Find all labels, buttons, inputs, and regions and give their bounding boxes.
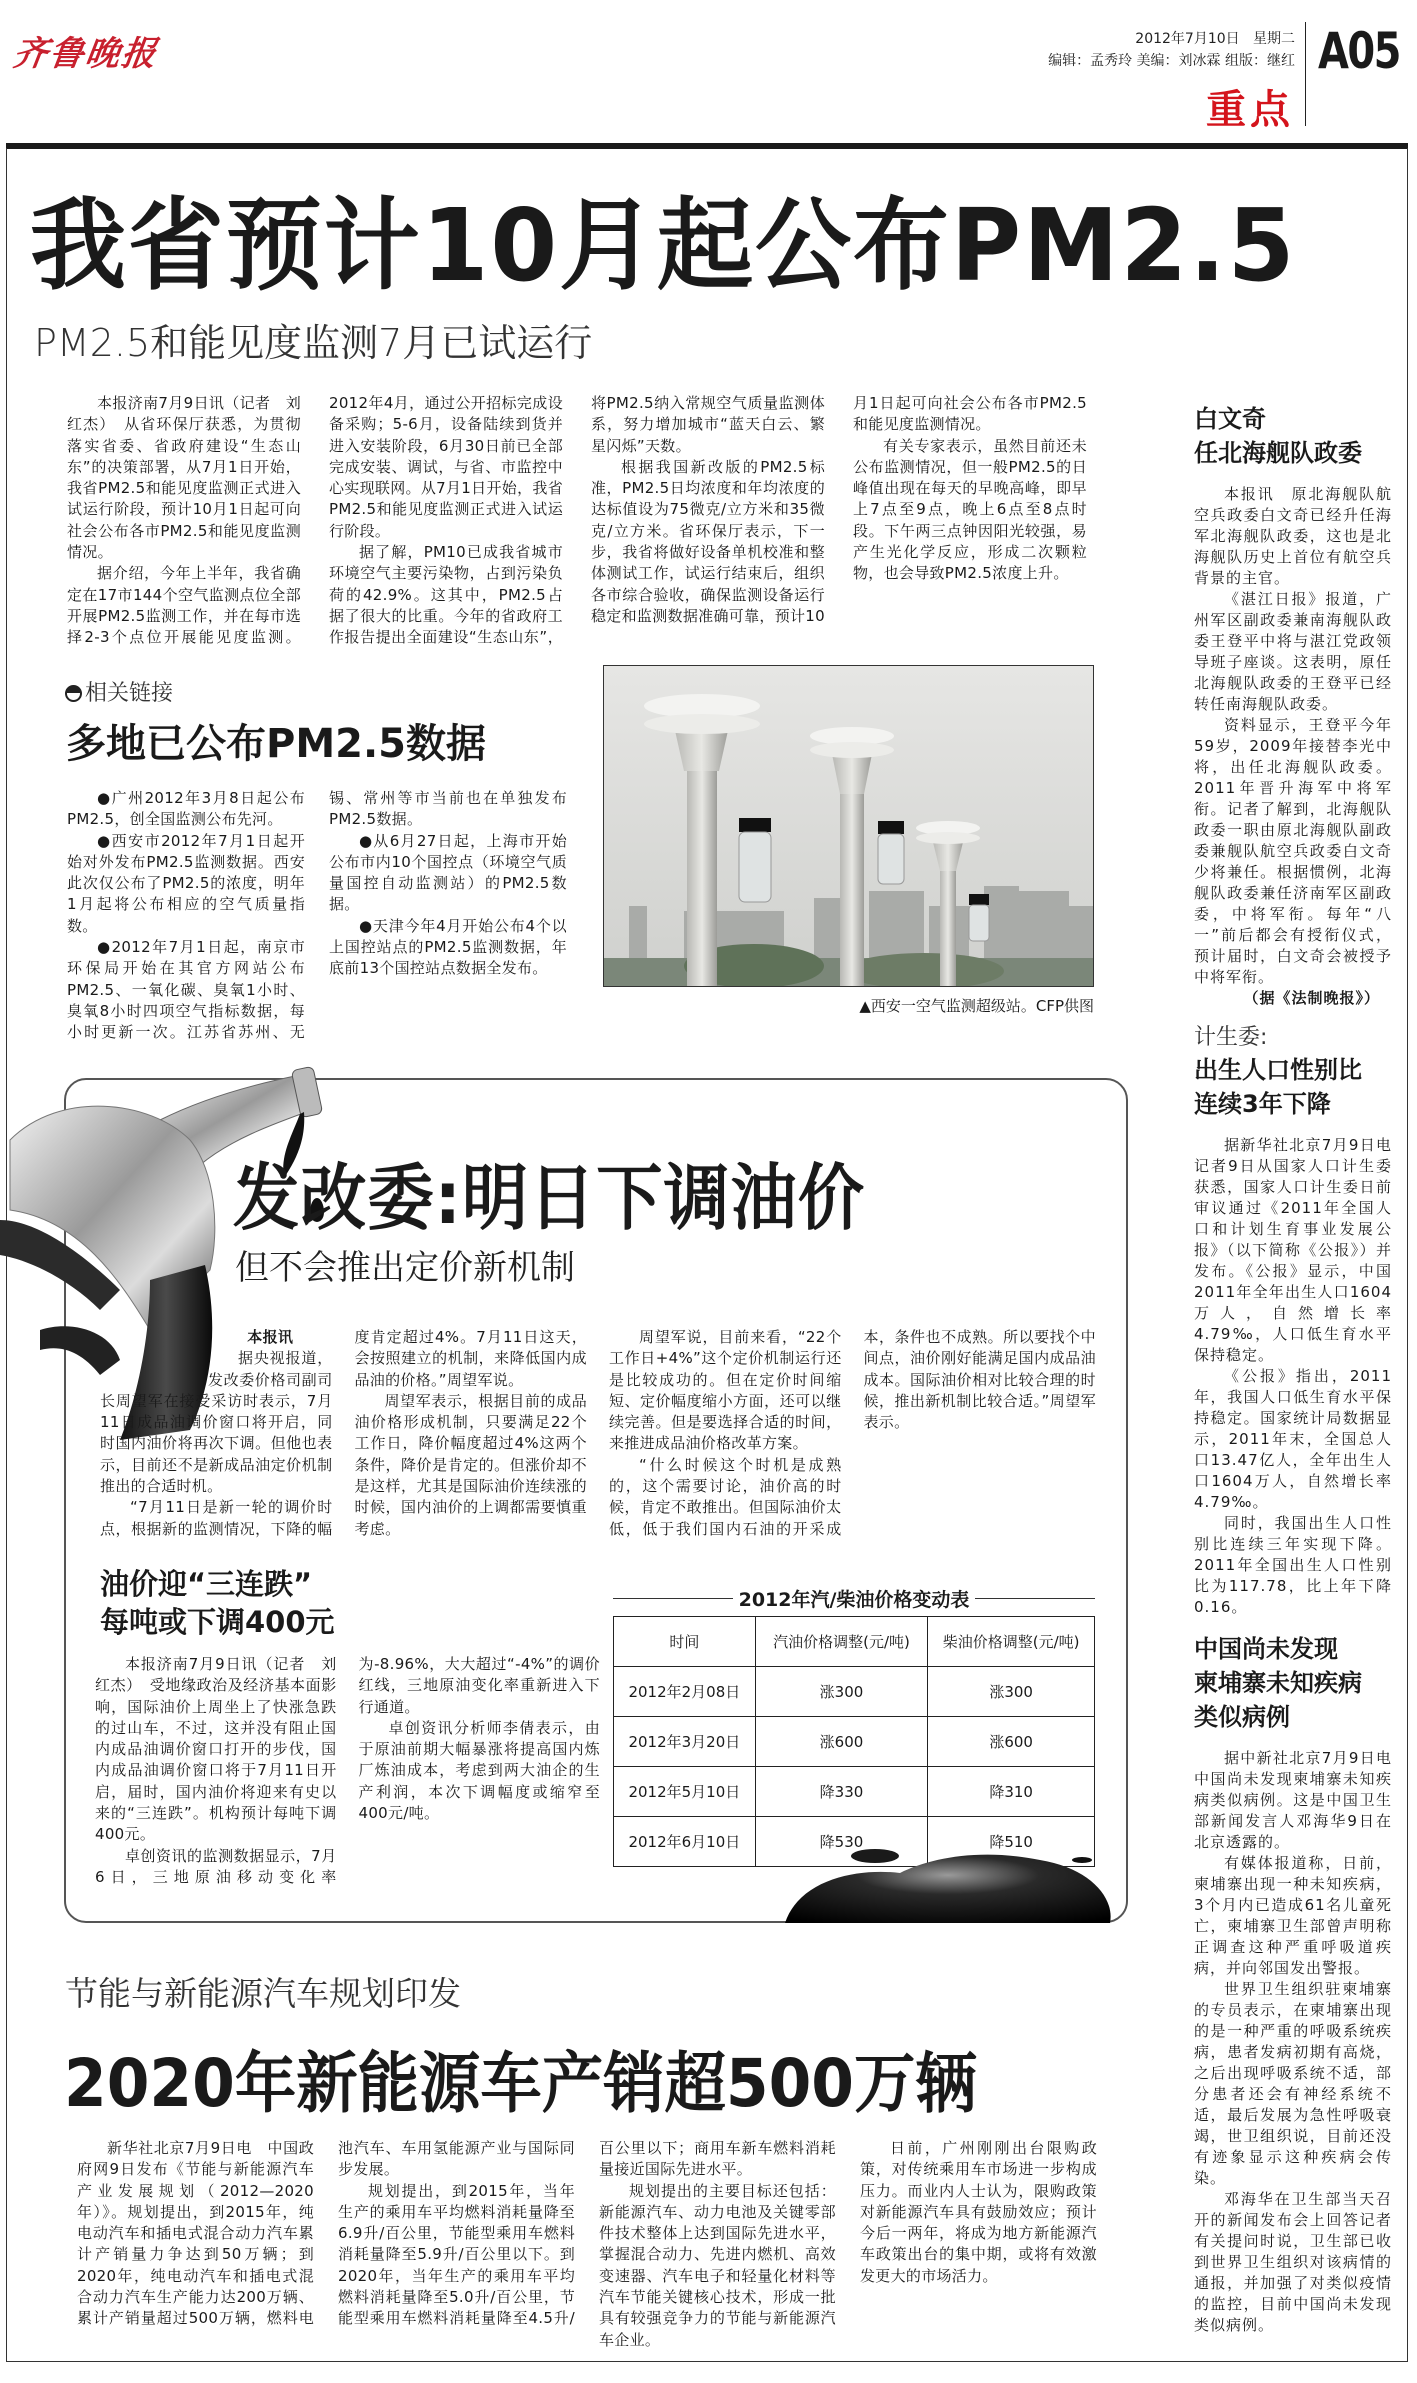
paragraph: 本报济南7月9日讯（记者 刘红杰） 受地缘政治及经济基本面影响，国际油价上周坐上了快涨急跌的过山车，不过，这并没有阻止国内成品油调价窗口打开的步伐，国内成品油调价窗口将于7月11日开启，届时，国内油价将迎来有史以来的“三连跌”。机构预计每吨下调400元。 <box>95 1655 337 1844</box>
paragraph: 新华社北京7月9日电 中国政府网9日发布《节能与新能源汽车产业发展规划（2012—2020年）》。规划提出，到2015年，纯电动汽车和插电式混合动力汽车累计产销量力争达到50万辆；到2020年，纯电动汽车和插电式混合动力汽车生产能力达200万辆、累计产销量超过500万辆，燃料电池汽车、车用氢能源产业与国际同步发展。 <box>77 2139 575 2328</box>
auto-kicker: 节能与新能源汽车规划印发 <box>65 1974 461 2013</box>
table-cell: 涨600 <box>755 1717 928 1767</box>
lead-article-body <box>67 393 1087 651</box>
paragraph: 据央视报道，发改委价格司副司长周望军在接受采访时表示，7月11日成品油调价窗口将开启，同时国内油价将再次下调。但他也表示，目前还不是新成品油定价机制推出的合适时机。 <box>100 1349 333 1496</box>
paragraph: 根据我国新改版的PM2.5标准，PM2.5日均浓度和年均浓度的达标值设为75微克/立方米和35微克/立方米。省环保厅表示，下一步，我省将做好设备单机校准和整体测试工作，试运行结束后，组织各市综合验收，确保监测设备运行稳定和监测数据准确可靠，预计10月1日起可向社会公布各市PM2.5和能见度监测情况。 <box>591 394 1087 625</box>
paragraph: 据介绍，今年上半年，我省确定在17市144个空气监测点位全部开展PM2.5监测工作，并在每市选择2-3个点位开展能见度监测。2012年4月，通过公开招标完成设备采购；5-6月，设备陆续到货并进入安装阶段，6月30日前已全部完成安装、调试，与省、市监控中心实现联网。从7月1日开始，我省PM2.5和能见度监测正式进入试运行阶段。 <box>67 394 563 647</box>
right-sidebar <box>1194 402 1409 2350</box>
table-cell: 涨300 <box>755 1667 928 1717</box>
paragraph: 有关专家表示，虽然目前还未公布监测情况，但一般PM2.5的日峰值出现在每天的早晚高峰，即早上7点至9点，晚上6点至8点时段。下午两三点钟因阳光较强，易产生光化学反应，形成二次颗粒物，也会导致PM2.5浓度上升。 <box>853 436 1087 583</box>
table-cell: 降330 <box>755 1767 928 1817</box>
paragraph: 有媒体报道称，日前，柬埔寨出现一种未知疾病，3个月内已造成61名儿童死亡，柬埔寨卫生部曾声明称正调查这种严重呼吸道疾病，并向邻国发出警报。 <box>1194 1854 1392 1977</box>
photo-caption: ▲西安一空气监测超级站。CFP供图 <box>859 997 1094 1015</box>
table-row <box>614 1717 1095 1767</box>
auto-headline: 2020年新能源车产销超500万辆 <box>64 2045 977 2122</box>
editor-credits: 编辑：孟秀玲 美编：刘冰霖 组版：继红 <box>1048 53 1295 69</box>
table-cell: 2012年2月08日 <box>614 1667 756 1717</box>
paragraph: 规划提出，到2015年，当年生产的乘用车平均燃料消耗量降至6.9升/百公里，节能型乘用车燃料消耗量降至5.9升/百公里以下。到2020年，当年生产的乘用车平均燃料消耗量降至5.0升/百公里，节能型乘用车燃料消耗量降至4.5升/百公里以下；商用车新车燃料消耗量接近国际先进水平。 <box>338 2139 836 2328</box>
table-cell: 降510 <box>928 1817 1095 1867</box>
sidebar-headline <box>1194 1632 1392 1734</box>
table-cell: 降530 <box>755 1817 928 1867</box>
headline-line: 柬埔寨未知疾病 <box>1194 1669 1362 1697</box>
paragraph: 《公报》指出，2011年，我国人口低生育水平保持稳定。国家统计局数据显示，2011年末，全国总人口13.47亿人，全年出生人口1604万人，自然增长率4.79‰。 <box>1194 1367 1392 1511</box>
paragraph: 本报讯 原北海舰队航空兵政委白文奇已经升任海军北海舰队政委，这也是北海舰队历史上首位有航空兵背景的主官。 <box>1194 485 1392 587</box>
newspaper-logo: 齐鲁晚报 <box>10 34 161 74</box>
headline-line: 每吨或下调400元 <box>100 1605 335 1639</box>
paragraph: 《湛江日报》报道，广州军区副政委兼南海舰队政委王登平中将与湛江党政领导班子座谈。这表明，原任北海舰队政委的王登平已经转任南海舰队政委。 <box>1194 590 1392 713</box>
headline-line: 中国尚未发现 <box>1194 1635 1338 1663</box>
column-header: 时间 <box>614 1617 756 1667</box>
paragraph: 据了解，PM10已成我省城市环境空气主要污染物，占到污染负荷的42.9%。这其中，PM2.5占据了很大的比重。今年的省政府工作报告提出全面建设“生态山东”，将PM2.5纳入常规空气质量监测体系，努力增加城市“蓝天白云、繁星闪烁”天数。 <box>329 394 825 647</box>
paragraph: 邓海华在卫生部当天召开的新闻发布会上回答记者有关提问时说，卫生部已收到世界卫生组织对该病情的通报，并加强了对类似疫情的监控，目前中国尚未发现类似病例。 <box>1194 2190 1392 2334</box>
paragraph: 规划提出的主要目标还包括：新能源汽车、动力电池及关键零部件技术整体上达到国际先进水平，掌握混合动力、先进内燃机、高效变速器、汽车电子和轻量化材料等汽车节能关键核心技术，形成一批具有较强竞争力的节能与新能源汽车企业。 <box>599 2181 836 2349</box>
sidebar-body <box>1194 1748 1409 2336</box>
list-item: ●广州2012年3月8日起公布PM2.5，创全国监测公布先河。 <box>67 789 305 829</box>
paragraph: “什么时候这个时机是成熟的，这个需要讨论，油价高的时候，肯定不敢推出。但国际油价太低，低于我们国内石油的开采成本，条件也不成熟。所以要找个中间点，油价刚好能满足国内成品油成本。国际油价相对比较合理的时候，推出新机制比较合适。”周望军表示。 <box>609 1328 1096 1538</box>
headline-line: 连续3年下降 <box>1194 1090 1331 1118</box>
table-cell: 2012年6月10日 <box>614 1817 756 1867</box>
table-cell: 降310 <box>928 1767 1095 1817</box>
paragraph: 卓创资讯分析师李倩表示，由于原油前期大幅暴涨将提高国内炼厂炼油成本，考虑到两大油企的生产利润，本次下调幅度或缩窄至400元/吨。 <box>358 1718 600 1823</box>
list-item: ●天津今年4月开始公布4个以上国控站点的PM2.5监测数据，年底前13个国控站点数据全发布。 <box>329 916 567 978</box>
table-row <box>614 1767 1095 1817</box>
list-item: ●2012年7月1日起，南京市环保局开始在其官方网站公布PM2.5、一氧化碳、臭氧1小时、臭氧8小时四项空气指标数据，每小时更新一次。江苏省苏州、无锡、常州等市当前也在单独发布PM2.5数据。 <box>67 789 567 1042</box>
headline-line: 白文奇 <box>1194 405 1266 433</box>
divider <box>613 1598 733 1599</box>
price-table-title <box>613 1585 1095 1612</box>
oil-sub-headline <box>100 1565 335 1641</box>
table-cell: 涨300 <box>928 1667 1095 1717</box>
issue-date-line <box>1080 28 1295 48</box>
table-row <box>614 1667 1095 1717</box>
dateline: 本报讯 <box>247 1328 294 1346</box>
paragraph: 世界卫生组织驻柬埔寨的专员表示，在柬埔寨出现的是一种严重的呼吸系统疾病，患者发病初期有高烧，之后出现呼吸系统不适，部分患者还会有神经系统不适，最后发展为急性呼吸衰竭，世卫组织说，目前还没有迹象显示这种疾病会传染。 <box>1194 1980 1392 2187</box>
paragraph: 本报济南7月9日讯（记者 刘红杰） 从省环保厅获悉，为贯彻落实省委、省政府建设“生态山东”的决策部署，从7月1日开始，我省PM2.5和能见度监测正式进入试运行阶段，预计10月1日起可向社会公布各市PM2.5和能见度监测情况。 <box>67 394 301 562</box>
oil-sub-article-body <box>95 1654 600 1894</box>
related-headline: 多地已公布PM2.5数据 <box>66 721 486 767</box>
auto-article-body <box>77 2138 1097 2354</box>
sidebar-story-navy <box>1194 402 1392 1009</box>
fuel-price-table <box>613 1616 1095 1867</box>
sidebar-story-cambodia <box>1194 1632 1409 2336</box>
half-circle-icon <box>65 685 82 702</box>
lead-headline: 我省预计10月起公布PM2.5 <box>30 187 1297 304</box>
headline-line: 出生人口性别比 <box>1194 1056 1362 1084</box>
related-kicker-text: 相关链接 <box>85 681 174 706</box>
list-item: ●西安市2012年7月1日起开始对外发布PM2.5监测数据。西安此次仅公布了PM2.5的浓度，明年1月起将公布相应的空气质量指数。 <box>67 831 305 935</box>
headline-line: 类似病例 <box>1194 1703 1290 1731</box>
air-monitoring-station-photo <box>603 665 1094 987</box>
nozzle-wrap-space <box>100 1327 208 1389</box>
paragraph: 据新华社北京7月9日电 记者9日从国家人口计生委获悉，国家人口计生委日前审议通过《2011年全国人口和计划生育事业发展公报》（以下简称《公报》）并发布。《公报》显示，中国2011年全年出生人口1604万人，自然增长率4.79‰，人口低生育水平保持稳定。 <box>1194 1136 1409 1364</box>
headline-line: 油价迎“三连跌” <box>100 1567 313 1601</box>
table-cell: 涨600 <box>928 1717 1095 1767</box>
oil-article-body <box>100 1327 1096 1555</box>
sidebar-body <box>1194 1135 1409 1618</box>
oil-headline: 发改委:明日下调油价 <box>233 1156 865 1240</box>
issue-date: 2012年7月10日 <box>1135 31 1240 47</box>
paragraph: “7月11日是新一轮的调价时点，根据新的监测情况，下降的幅度肯定超过4%。7月11日这天，会按照建立的机制，来降低国内成品油的价格。”周望军说。 <box>100 1328 587 1538</box>
sidebar-story-population <box>1194 1023 1409 1618</box>
sidebar-headline <box>1194 402 1392 470</box>
paragraph: 同时，我国出生人口性别比连续三年实现下降。2011年全国出生人口性别比为117.78，比上年下降0.16。 <box>1194 1514 1392 1616</box>
divider <box>975 1598 1095 1599</box>
paragraph: 周望军表示，根据目前的成品油价格形成机制，只要满足22个工作日，降价幅度超过4%这两个条件，降价是肯定的。但涨价却不是这样，尤其是国际油价连续涨的时候，国内油价的上调都需要慎重考虑。 <box>354 1391 587 1538</box>
paragraph: 日前，广州刚刚出台限购政策，对传统乘用车市场进一步构成压力。而业内人士认为，限购政策对新能源汽车具有鼓励效应；预计今后一两年，将成为地方新能源汽车政策出台的集中期，或将有效激发更大的市场活力。 <box>860 2139 1097 2285</box>
paragraph: 资料显示，王登平今年59岁，2009年接替李光中将，出任北海舰队政委。2011年晋升海军中将军衔。记者了解到，北海舰队政委一职由原北海舰队副政委兼舰队航空兵政委白文奇少将兼任。根据惯例，北海舰队政委兼任济南军区副政委，中将军衔。每年“八一”前后都会有授衔仪式，预计届时，白文奇会被授予中将军衔。 <box>1194 716 1392 986</box>
table-title-text: 2012年汽/柴油价格变动表 <box>738 1589 970 1611</box>
sidebar-headline <box>1194 1053 1392 1121</box>
page-number: A05 <box>1318 22 1400 80</box>
paragraph: 据中新社北京7月9日电 中国尚未发现柬埔寨未知疾病类似病例。这是中国卫生部新闻发言人邓海华9日在北京透露的。 <box>1194 1749 1409 1851</box>
lead-subheadline: PM2.5和能见度监测7月已试运行 <box>34 321 593 365</box>
paragraph: 周望军说，目前来看，“22个工作日+4%”这个定价机制运行还是比较成功的。但在定价时间缩短、定价幅度缩小方面，还可以继续完善。但是要选择合适的时间，来推进成品油价格改革方案。 <box>609 1328 842 1453</box>
headline-line: 任北海舰队政委 <box>1194 439 1362 467</box>
table-cell: 2012年5月10日 <box>614 1767 756 1817</box>
paragraph: 卓创资讯的监测数据显示，7月6日，三地原油移动变化率为-8.96%，大大超过“-4%”的调价红线，三地原油变化率重新进入下行通道。 <box>95 1655 600 1886</box>
sidebar-kicker: 计生委: <box>1194 1025 1268 1050</box>
column-header: 汽油价格调整(元/吨) <box>755 1617 928 1667</box>
table-cell: 2012年3月20日 <box>614 1717 756 1767</box>
column-header: 柴油价格调整(元/吨) <box>928 1617 1095 1667</box>
oil-subheadline: 但不会推出定价新机制 <box>235 1248 575 1288</box>
header-divider <box>1305 22 1306 126</box>
issue-weekday: 星期二 <box>1253 31 1295 47</box>
related-links-kicker <box>65 676 173 707</box>
table-header-row <box>614 1617 1095 1667</box>
list-item: ●从6月27日起，上海市开始公布市内10个国控点（环境空气质量国控自动监测站）的PM2.5数据。 <box>329 831 567 914</box>
related-list <box>67 788 567 1046</box>
sidebar-body <box>1194 484 1392 1009</box>
source-note: （据《法制晚报》） <box>1243 989 1380 1007</box>
section-label: 重点 <box>1206 87 1294 133</box>
oil-puddle-illustration <box>780 1838 1120 1928</box>
